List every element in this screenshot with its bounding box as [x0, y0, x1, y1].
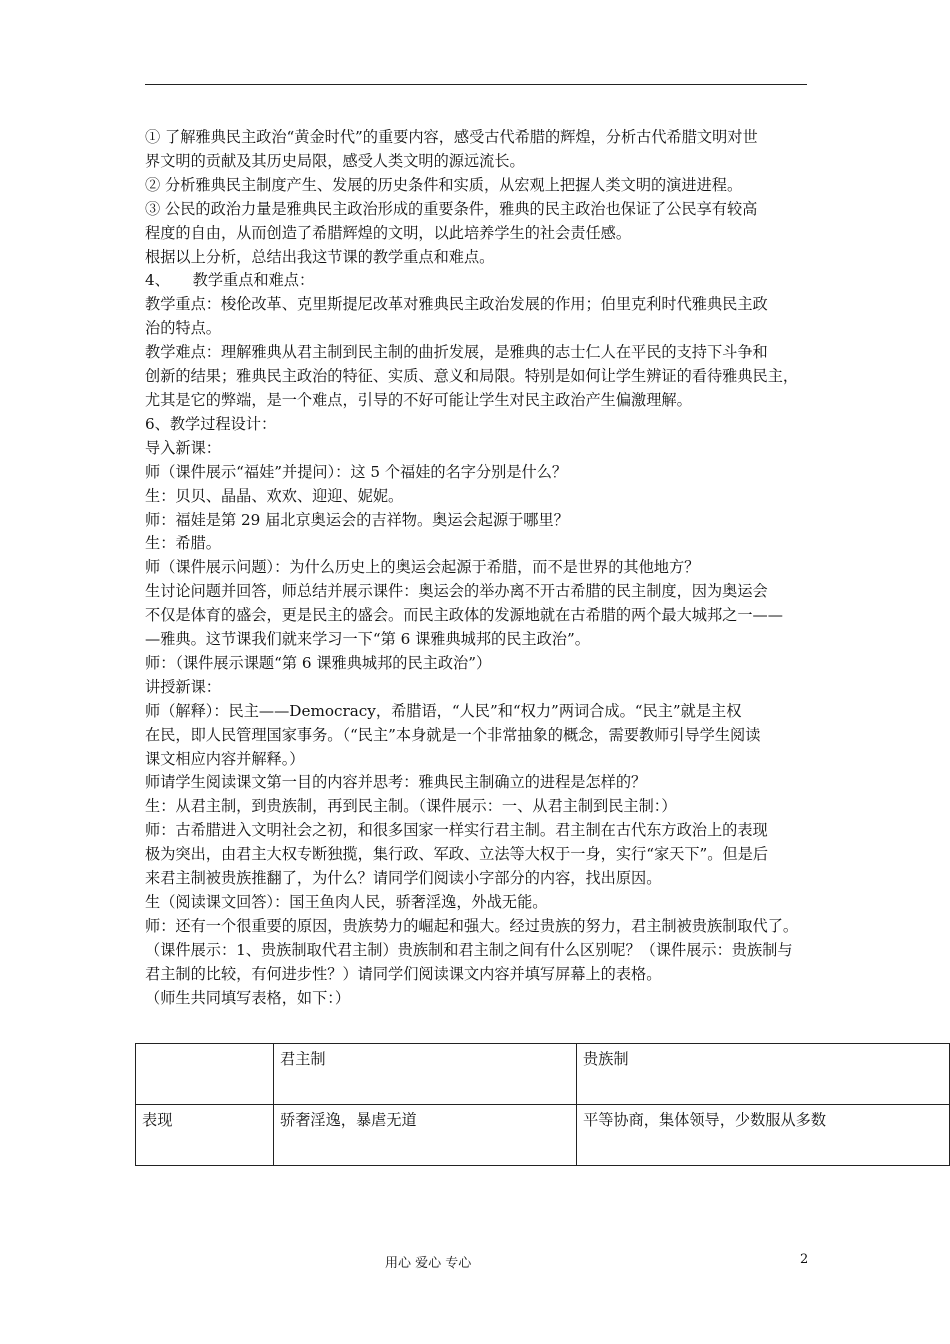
- text-line: 课文相应内容并解释。）: [145, 749, 305, 768]
- table-cell: 骄奢淫逸，暴虐无道: [274, 1105, 577, 1166]
- text-line: 治的特点。: [145, 319, 221, 338]
- table-header-cell: 贵族制: [577, 1044, 950, 1105]
- section-heading: 4、 教学重点和难点：: [145, 271, 315, 290]
- text-line: 师：还有一个很重要的原因，贵族势力的崛起和强大。经过贵族的努力，君主制被贵族制取代了。: [145, 916, 799, 935]
- text-line: 教学重点：梭伦改革、克里斯提尼改革对雅典民主政治发展的作用；伯里克利时代雅典民主政: [145, 295, 768, 314]
- comparison-table: [135, 1043, 950, 1166]
- text-line: 师（解释）：民主——Democracy，希腊语，“人民”和“权力”两词合成。“民主”就是主权: [145, 701, 742, 720]
- table-header-cell: [136, 1044, 274, 1105]
- table-cell: 平等协商，集体领导，少数服从多数: [577, 1105, 950, 1166]
- text-line: 师请学生阅读课文第一目的内容并思考：雅典民主制确立的进程是怎样的？: [145, 773, 647, 792]
- text-line: 生：从君主制，到贵族制，再到民主制。（课件展示：一、从君主制到民主制：）: [145, 797, 677, 816]
- text-line: 君主制的比较，有何进步性？）请同学们阅读课文内容并填写屏幕上的表格。: [145, 964, 662, 983]
- text-line: 创新的结果；雅典民主政治的特征、实质、意义和局限。特别是如何让学生辨证的看待雅典民主，: [145, 367, 799, 386]
- text-line: 根据以上分析，总结出我这节课的教学重点和难点。: [145, 247, 495, 266]
- text-line: 极为突出，由君主大权专断独揽，集行政、军政、立法等大权于一身，实行“家天下”。但是后: [145, 845, 769, 864]
- text-line: 程度的自由，从而创造了希腊辉煌的文明，以此培养学生的社会责任感。: [145, 223, 631, 242]
- text-line: 界文明的贡献及其历史局限，感受人类文明的源远流长。: [145, 151, 525, 170]
- text-line: 生：希腊。: [145, 534, 221, 553]
- text-line: 尤其是它的弊端，是一个难点，引导的不好可能让学生对民主政治产生偏激理解。: [145, 390, 692, 409]
- footer-text: 用心 爱心 专心: [385, 1256, 472, 1271]
- text-line: 讲授新课：: [145, 677, 221, 696]
- text-line: ① 了解雅典民主政治“黄金时代”的重要内容，感受古代希腊的辉煌，分析古代希腊文明对世: [145, 128, 758, 146]
- text-line: —雅典。这节课我们就来学习一下“第 6 课雅典城邦的民主政治”。: [145, 630, 590, 649]
- section-heading: 6、教学过程设计：: [145, 414, 277, 433]
- text-line: 在民，即人民管理国家事务。（“民主”本身就是一个非常抽象的概念，需要教师引导学生阅读: [145, 725, 761, 744]
- text-line: 师（课件展示“福娃”并提问）：这 5 个福娃的名字分别是什么？: [145, 462, 568, 481]
- text-line: 不仅是体育的盛会，更是民主的盛会。而民主政体的发源地就在古希腊的两个最大城邦之一——: [145, 606, 783, 625]
- text-line: ③ 公民的政治力量是雅典民主政治形成的重要条件，雅典的民主政治也保证了公民享有较高: [145, 199, 758, 218]
- text-line: 教学难点：理解雅典从君主制到民主制的曲折发展，是雅典的志士仁人在平民的支持下斗争和: [145, 343, 768, 362]
- text-line: （课件展示：1、贵族制取代君主制）贵族制和君主制之间有什么区别呢？（课件展示：贵族制与: [145, 940, 793, 959]
- text-line: 师：（课件展示课题“第 6 课雅典城邦的民主政治”）: [145, 653, 492, 672]
- text-line: 生讨论问题并回答，师总结并展示课件：奥运会的举办离不开古希腊的民主制度，因为奥运会: [145, 582, 768, 601]
- text-line: 生（阅读课文回答）：国王鱼肉人民，骄奢淫逸，外战无能。: [145, 893, 548, 911]
- table-header-cell: 君主制: [274, 1044, 577, 1105]
- text-line: 师：古希腊进入文明社会之初，和很多国家一样实行君主制。君主制在古代东方政治上的表现: [145, 821, 768, 840]
- text-line: 师（课件展示问题）：为什么历史上的奥运会起源于希腊，而不是世界的其他地方？: [145, 558, 700, 577]
- table-row: [136, 1105, 950, 1166]
- body-text: [145, 126, 825, 1011]
- table-cell: 表现: [136, 1105, 274, 1166]
- text-line: 导入新课：: [145, 438, 221, 457]
- text-line: （师生共同填写表格，如下：）: [145, 988, 351, 1007]
- text-line: 师：福娃是第 29 届北京奥运会的吉祥物。奥运会起源于哪里？: [145, 510, 569, 529]
- table-header-row: [136, 1044, 950, 1105]
- text-line: ② 分析雅典民主制度产生、发展的历史条件和实质，从宏观上把握人类文明的演进进程。: [145, 175, 743, 194]
- page-number: 2: [800, 1252, 809, 1267]
- text-line: 生：贝贝、晶晶、欢欢、迎迎、妮妮。: [145, 486, 404, 505]
- header-rule: [145, 84, 807, 85]
- text-line: 来君主制被贵族推翻了，为什么？请同学们阅读小字部分的内容，找出原因。: [145, 869, 662, 888]
